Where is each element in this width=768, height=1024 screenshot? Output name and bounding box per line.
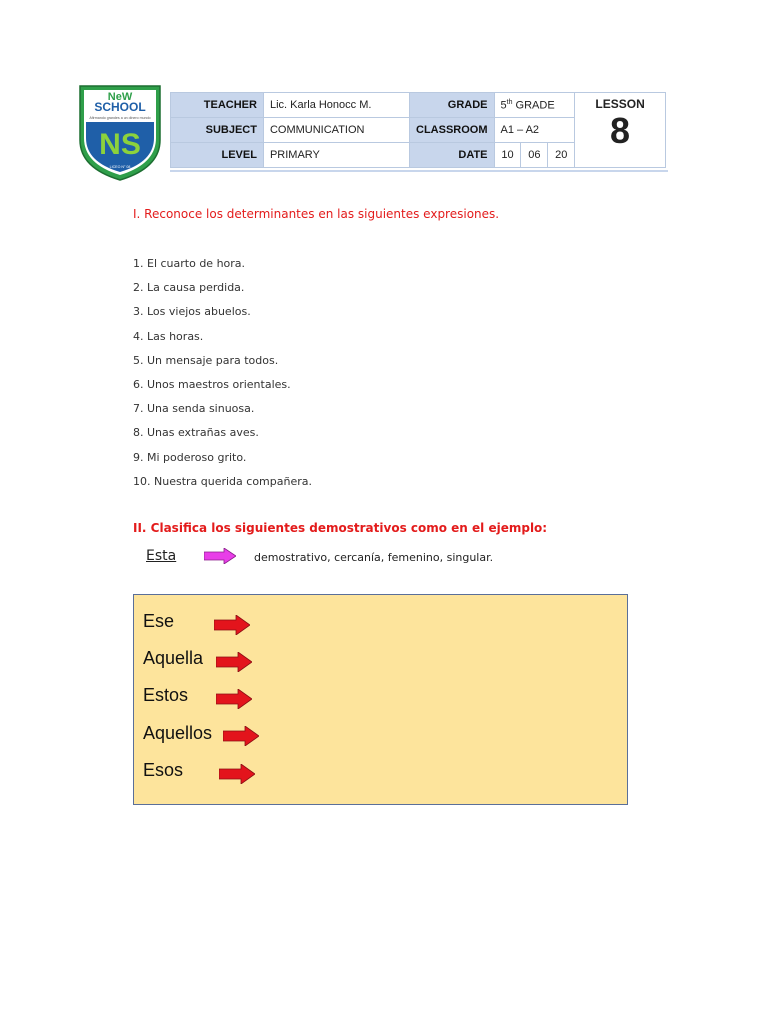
demonstrative-word: Aquella xyxy=(143,648,204,668)
example-description: demostrativo, cercanía, femenino, singular. xyxy=(254,551,494,564)
classroom-label: CLASSROOM xyxy=(410,118,495,143)
lesson-number: 8 xyxy=(610,110,631,151)
subject-value: COMMUNICATION xyxy=(263,118,409,143)
section1-title: I. Reconoce los determinantes en las siguientes expresiones. xyxy=(133,207,500,221)
date-label: DATE xyxy=(410,143,495,168)
demonstrative-word: Estos xyxy=(143,685,189,705)
demonstrative-word: Aquellos xyxy=(143,723,213,743)
date-day: 10 xyxy=(494,143,521,168)
red-arrow-icon xyxy=(214,615,250,635)
section2-title: II. Clasifica los siguientes demostrativos como en el ejemplo: xyxy=(133,521,548,535)
classification-box xyxy=(133,594,628,805)
red-arrow-icon xyxy=(223,726,259,746)
list-item: 4. Las horas. xyxy=(133,329,204,343)
svg-text:Afirmando grandes a un dinero: Afirmando grandes a un dinero mundo xyxy=(89,116,151,120)
red-arrow-icon xyxy=(216,652,252,672)
demonstrative-word: Ese xyxy=(143,611,175,631)
school-shield-logo-icon xyxy=(78,82,162,182)
grade-suffix: th xyxy=(506,98,513,106)
svg-text:LICEO N° 08: LICEO N° 08 xyxy=(109,165,131,169)
subject-label: SUBJECT xyxy=(171,118,264,143)
red-arrow-icon xyxy=(219,764,255,784)
date-year: 20 xyxy=(548,143,575,168)
svg-text:SCHOOL: SCHOOL xyxy=(94,100,146,114)
teacher-value: Lic. Karla Honocc M. xyxy=(263,93,409,118)
date-month: 06 xyxy=(521,143,548,168)
example-word: Esta xyxy=(146,548,177,564)
list-item: 3. Los viejos abuelos. xyxy=(133,305,251,319)
list-item: 1. El cuarto de hora. xyxy=(133,257,246,270)
expressions-list xyxy=(133,256,312,498)
teacher-label: TEACHER xyxy=(171,93,264,118)
classroom-value: A1 – A2 xyxy=(494,118,575,143)
grade-value xyxy=(494,93,575,118)
level-label: LEVEL xyxy=(171,143,264,168)
list-item: 9. Mi poderoso grito. xyxy=(133,450,247,464)
grade-word: GRADE xyxy=(512,99,555,112)
red-arrow-icon xyxy=(216,689,252,709)
lesson-header-table xyxy=(170,92,666,168)
list-item: 10. Nuestra querida compañera. xyxy=(133,474,312,488)
list-item: 7. Una senda sinuosa. xyxy=(133,402,255,416)
list-item: 2. La causa perdida. xyxy=(133,281,245,295)
list-item: 6. Unos maestros orientales. xyxy=(133,377,291,391)
svg-text:NS: NS xyxy=(99,128,141,161)
demonstrative-word: Esos xyxy=(143,760,184,780)
lesson-label: LESSON xyxy=(595,97,645,111)
list-item: 8. Unas extrañas aves. xyxy=(133,426,259,440)
lesson-cell xyxy=(575,93,666,168)
example-arrow-icon xyxy=(204,548,236,564)
level-value: PRIMARY xyxy=(263,143,409,168)
grade-label: GRADE xyxy=(410,93,495,118)
header-underline xyxy=(170,170,668,172)
svg-text:NeW: NeW xyxy=(107,91,133,103)
list-item: 5. Un mensaje para todos. xyxy=(133,353,279,367)
grade-number: 5 xyxy=(500,99,507,112)
